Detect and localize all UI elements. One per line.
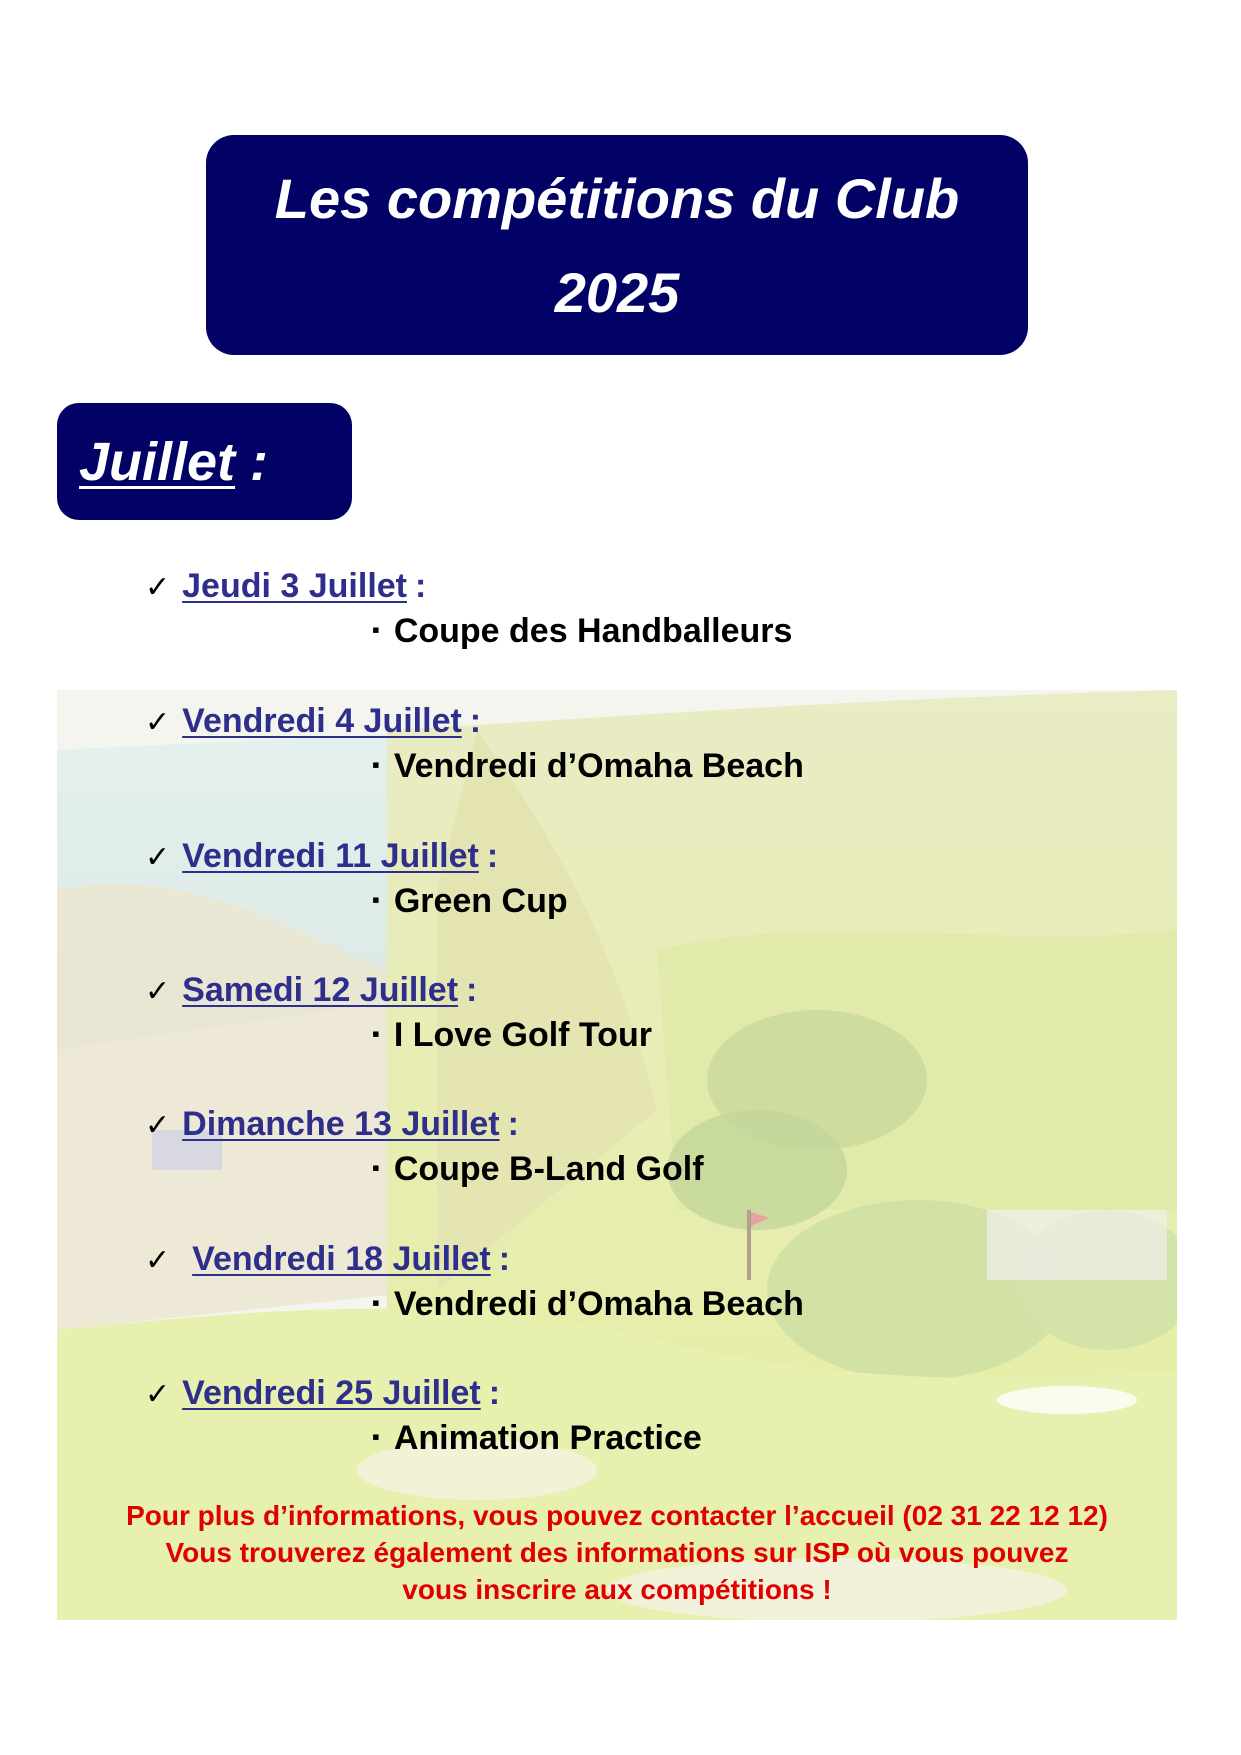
event-name: Coupe des Handballeurs [393,612,793,650]
title-box [206,135,1028,355]
event-date-colon: : [486,837,499,875]
footer-line-contact: Pour plus d’informations, vous pouvez contacter l’accueil (02 31 22 12 12) [126,1500,1108,1531]
event-date-row [145,1105,519,1144]
check-icon: ✓ [145,1109,171,1142]
event-name-row [372,1419,702,1458]
event-date-row [145,702,481,741]
event-date: Samedi 12 Juillet [182,971,459,1009]
event-name-row [372,747,804,786]
event-date: Dimanche 13 Juillet [182,1105,500,1143]
event-date-colon: : [466,971,478,1009]
check-icon: ✓ [145,1378,171,1411]
event-date: Vendredi 25 Juillet [182,1374,481,1412]
event-name: Vendredi d’Omaha Beach [393,747,804,785]
event-name-row [372,882,568,921]
event-name: Coupe B-Land Golf [393,1150,704,1188]
title-year: 2025 [554,261,680,324]
square-bullet-icon: ▪ [372,1290,380,1315]
month-suffix: : [235,432,269,492]
event-name-row [372,612,792,651]
event-date-row [145,1374,500,1413]
event-date-colon: : [488,1374,501,1412]
footer-line-isp: Vous trouverez également des informations sur ISP où vous pouvez [165,1537,1069,1568]
square-bullet-icon: ▪ [372,887,380,912]
check-icon: ✓ [145,706,171,739]
event-name-row [372,1150,704,1189]
month-label: Juillet [79,432,236,492]
check-icon: ✓ [145,841,171,874]
event-name: Vendredi d’Omaha Beach [393,1285,804,1323]
event-name: Green Cup [393,882,568,920]
square-bullet-icon: ▪ [372,617,380,642]
square-bullet-icon: ▪ [372,1424,380,1449]
event-name-row [372,1285,804,1324]
square-bullet-icon: ▪ [372,752,380,777]
footer-line-register: vous inscrire aux compétitions ! [402,1574,832,1605]
event-name: Animation Practice [393,1419,702,1457]
event-date-row [145,971,477,1010]
check-icon: ✓ [145,975,171,1008]
event-date-row [145,837,498,876]
event-date: Vendredi 11 Juillet [182,837,479,875]
square-bullet-icon: ▪ [372,1155,380,1180]
event-name: I Love Golf Tour [393,1016,652,1054]
event-date-colon: : [415,567,427,605]
event-date-colon: : [507,1105,519,1143]
square-bullet-icon: ▪ [372,1021,380,1046]
event-name-row [372,1016,652,1055]
check-icon: ✓ [145,1244,171,1277]
event-date-colon: : [469,702,482,740]
check-icon: ✓ [145,571,171,604]
contact-footer [57,1497,1177,1608]
event-date-row [145,1240,510,1279]
event-date-colon: : [498,1240,511,1278]
event-date-row [145,567,426,606]
event-date: Vendredi 18 Juillet [192,1240,491,1278]
title-line-1: Les compétitions du Club [274,167,960,230]
month-heading [57,403,352,520]
event-date: Jeudi 3 Juillet [182,567,407,605]
event-date: Vendredi 4 Juillet [182,702,462,740]
